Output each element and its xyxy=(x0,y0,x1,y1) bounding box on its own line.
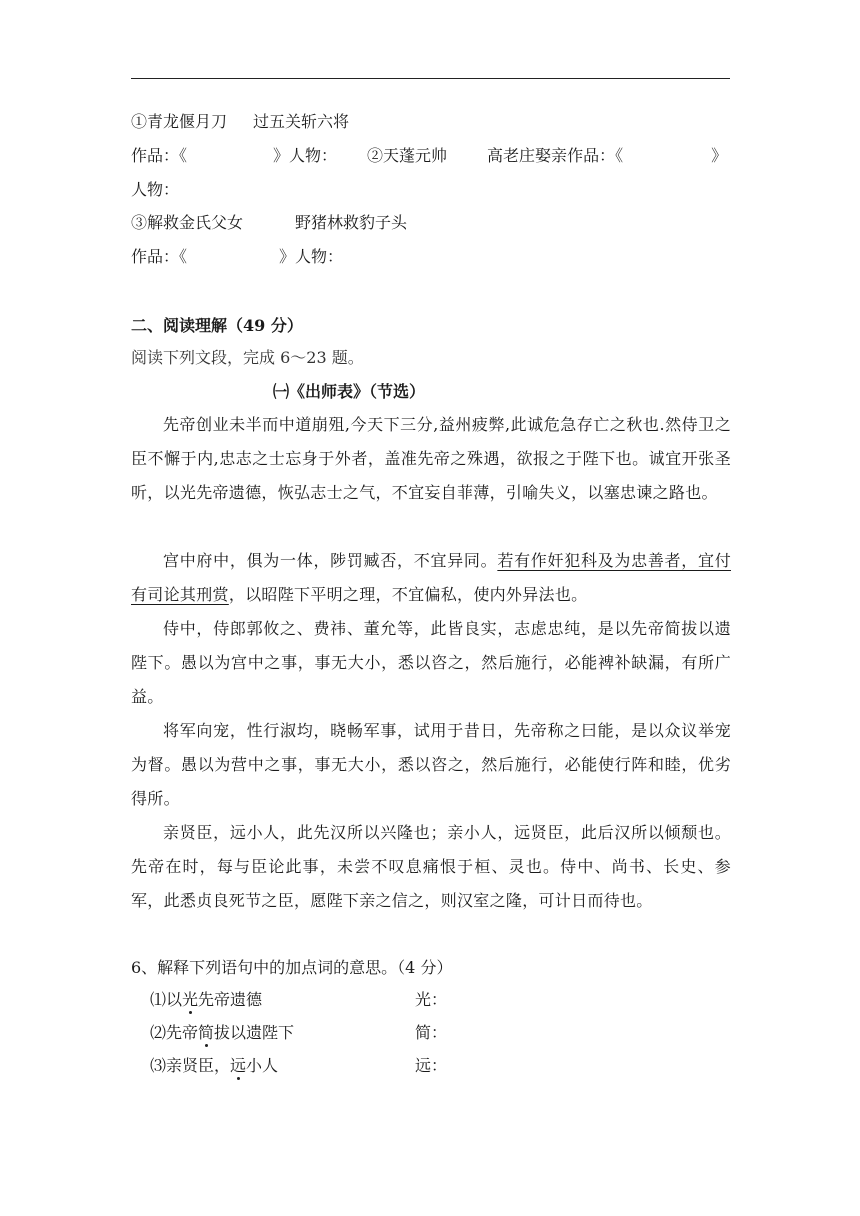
p2-underlined-sentence: 若有作奸犯科及为忠善者，宜付有司论其刑赏 xyxy=(131,551,731,604)
clue-3b: 野猪林救豹子头 xyxy=(295,213,408,232)
passage-paragraph-1: 先帝创业未半而中道崩殂,今天下三分,益州疲弊,此诚危急存亡之秋也.然侍卫之臣不懈于内,忠志之士忘身于外者，盖准先帝之殊遇，欲报之于陛下也。诚宜开张圣听，以光先帝遗德，恢弘志士之气，不宜妄自菲薄，引喻失义，以塞忠谏之路也。 xyxy=(131,415,731,502)
p2-text-a: 宫中府中，俱为一体，陟罚臧否，不宜异同。 xyxy=(163,551,498,570)
works-label: 作品：《 xyxy=(131,146,188,165)
question-6-item-1: ⑴以光先帝遗德 xyxy=(150,990,263,1009)
people-label-2: 人物： xyxy=(131,180,180,199)
question-6-item-3: ⑶亲贤臣，远小人 xyxy=(150,1056,279,1075)
passage-paragraph-4: 将军向宠，性行淑均，晓畅军事，试用于昔日，先帝称之曰能，是以众议举宠为督。愚以为营中之事，事无大小，悉以咨之，然后施行，必能使行阵和睦，优劣得所。 xyxy=(131,721,731,808)
clue-1b: 过五关斩六将 xyxy=(253,112,350,131)
clue-2a: ②天蓬元帅 xyxy=(367,146,448,165)
people-label-3: 》人物： xyxy=(279,247,344,266)
header-rule xyxy=(131,78,730,79)
passage-paragraph-5: 亲贤臣，远小人，此先汉所以兴隆也；亲小人，远贤臣，此后汉所以倾颓也。先帝在时，每与臣论此事，未尝不叹息痛恨于桓、灵也。侍中、尚书、长史、参军，此悉贞良死节之臣，愿陛下亲之信之，则汉室之隆，可计日而待也。 xyxy=(131,823,731,910)
match-row-1 xyxy=(131,112,349,132)
section-heading: 二、阅读理解（49 分） xyxy=(131,316,303,335)
passage-paragraph-2 xyxy=(131,544,731,612)
dotted-char: 远 xyxy=(230,1056,247,1075)
passage-title: ㈠《出师表》（节选） xyxy=(273,382,426,401)
people-label: 》人物： xyxy=(273,146,338,165)
question-6-stem: 6、解释下列语句中的加点词的意思。（4 分） xyxy=(131,958,453,977)
clue-1a: ①青龙偃月刀 xyxy=(131,112,228,131)
match-row-4 xyxy=(131,213,407,233)
dotted-char: 简 xyxy=(198,1023,215,1042)
clue-2b: 高老庄娶亲 xyxy=(487,146,568,165)
match-row-2 xyxy=(131,146,727,166)
works-label-2: 作品：《 xyxy=(567,146,624,165)
answer-label-3: 远： xyxy=(415,1056,448,1075)
answer-label-2: 简： xyxy=(415,1023,448,1042)
passage-paragraph-3: 侍中，侍郎郭攸之、费祎、董允等，此皆良实，志虑忠纯，是以先帝简拔以遗陛下。愚以为宫中之事，事无大小，悉以咨之，然后施行，必能裨补缺漏，有所广益。 xyxy=(131,619,731,706)
answer-label-1: 光： xyxy=(415,990,448,1009)
works-label-3: 作品：《 xyxy=(131,247,188,266)
question-6-item-2: ⑵先帝简拔以遗陛下 xyxy=(150,1023,295,1042)
clue-3a: ③解救金氏父女 xyxy=(131,213,244,232)
match-row-3 xyxy=(131,180,179,200)
works-close: 》 xyxy=(711,146,728,165)
section-instruction: 阅读下列文段，完成 6～23 题。 xyxy=(131,348,364,367)
match-row-5 xyxy=(131,247,343,267)
dotted-char: 光 xyxy=(182,990,199,1009)
p2-text-b: ，以昭陛下平明之理，不宜偏私，使内外异法也。 xyxy=(228,585,588,604)
